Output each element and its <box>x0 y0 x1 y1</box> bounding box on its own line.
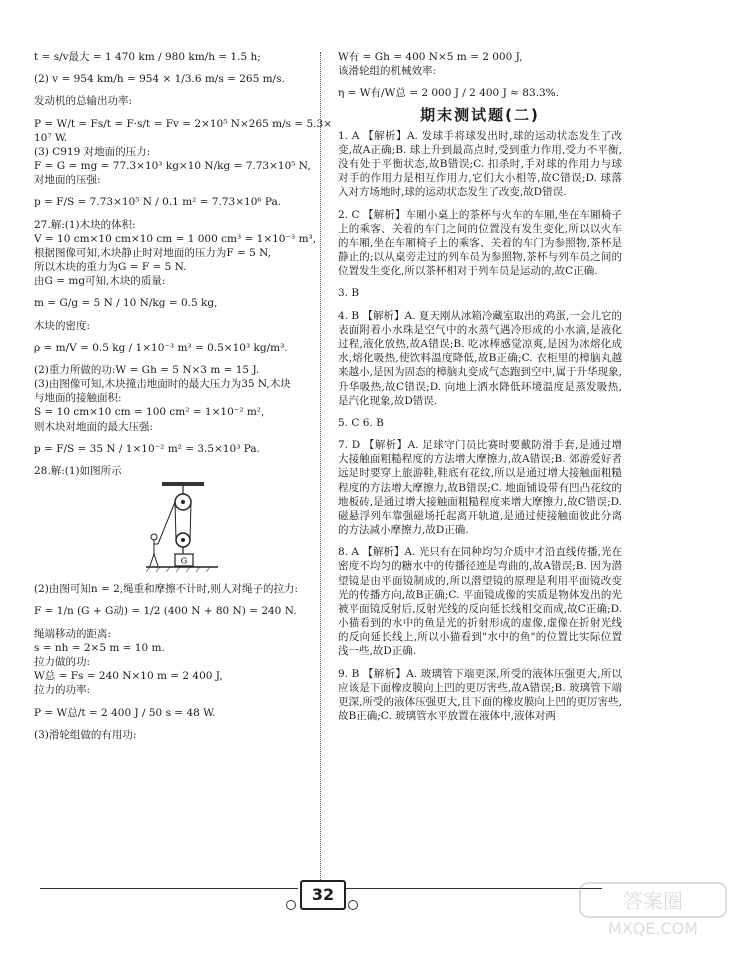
answer-item-8: 8. A 【解析】A. 光只有在同种均匀介质中才沿直线传播,光在密度不均匀的糖水中的传播径迹是弯曲的,故A错误;B. 因为潜望镜是由平面镜制成的,所以潜望镜的原理是利用平面镜改变光的传播方向,故B正确;C. 平面镜成像的实质是物体发出的光被平面镜反射后,反射光线的反向延长线相交而成,故C正确;D. 小猫看到的水中的鱼是光的折射形成的虚像,虚像在折射光线的反向延长线上,所以小猫看到"水中的鱼"的位置比实际位置浅一些,故D正确. <box>338 546 622 658</box>
answer-item-3: 3. B <box>338 287 360 300</box>
left-line-2: (2) v = 954 km/h = 954 × 1/3.6 m/s = 265 m/s. <box>34 73 285 86</box>
left-line-28: s = nh = 2×5 m = 10 m. <box>34 641 165 654</box>
left-line-12: 根据图像可知,木块静止时对地面的压力为F = 5 N, <box>34 246 271 259</box>
answer-item-4: 4. B 【解析】A. 夏天刚从冰箱冷藏室取出的鸡蛋,一会儿它的表面附着小水珠是空气中的水蒸气遇冷形成的小水滴,是液化过程,液化放热,故A错误;B. 吃冰棒感觉凉爽,是因为冰熔化成水,熔化吸热,使饮料温度降低,故B正确;C. 衣柜里的樟脑丸越来越小,是因为固态的樟脑丸变成气态跑到空中,属于升华现象,升华吸热,故C错误;D. 向地上洒水降低环境温度是蒸发吸热,是汽化现象,故D错误. <box>338 309 622 407</box>
svg-text:答案圈: 答案圈 <box>623 889 683 913</box>
left-line-19: (3)由图像可知,木块撞击地面时的最大压力为35 N,木块 <box>34 378 291 391</box>
right-line-3: η = W有/W总 = 2 000 J / 2 400 J ≈ 83.3%. <box>338 87 559 100</box>
rope-pull <box>158 502 175 544</box>
right-column <box>338 50 622 723</box>
column-divider <box>320 52 321 880</box>
left-line-25: (2)由图可知n = 2,绳重和摩擦不计时,则人对绳子的拉力: <box>34 583 299 596</box>
right-line-1: W有 = Gh = 400 N×5 m = 2 000 J, <box>338 51 523 63</box>
left-line-20: 与地面的接触面积: <box>34 392 122 405</box>
footer-dot-left <box>286 900 296 910</box>
left-line-3: 发动机的总输出功率: <box>34 95 133 108</box>
left-line-6: (3) C919 对地面的压力: <box>34 145 151 158</box>
left-line-18: (2)重力所做的功:W = Gh = 5 N×3 m = 15 J. <box>34 363 260 376</box>
left-line-9: p = F/S = 7.73×10⁵ N / 0.1 m² = 7.73×10⁶ Pa. <box>34 196 282 209</box>
answer-item-7: 7. D 【解析】A. 足球守门员比赛时要戴防滑手套,是通过增大接触面粗糙程度的方法增大摩擦力,故A错误;B. 郊游爱好者远足时要穿上旅游鞋,鞋底有花纹,所以是通过增大接触面粗糙程度的方法增大摩擦力,故B错误;C. 地面铺设带有凹凸花纹的地板砖,是通过增大接触面粗糙程度来增大摩擦力,故C错误;D. 磁悬浮列车靠强磁场托起离开轨道,是通过使接触面彼此分离的方法减小摩擦力,故D正确. <box>338 439 622 537</box>
answer-item-5: 5. C 6. B <box>338 416 384 429</box>
left-line-7: F = G = mg = 77.3×10³ kg×10 N/kg = 7.73×10⁵ N, <box>34 160 311 173</box>
svg-text:MXQE.COM: MXQE.COM <box>607 919 699 938</box>
footer-line-left <box>40 888 298 889</box>
left-line-26: F = 1/n (G + G动) = 1/2 (400 N + 80 N) = 240 N. <box>34 605 297 618</box>
answer-item-9: 9. B 【解析】A. 玻璃管下端更深,所受的液体压强更大,所以应该是下面橡皮膜向上凹的更厉害些,故A错误;B. 玻璃管下端更深,所受的液体压强更大,且下面的橡皮膜向上凹的更厉害些,故B正确;C. 玻璃管水平放置在液体中,液体对两 <box>338 667 622 723</box>
left-line-29: 拉力做的功: <box>34 655 91 668</box>
left-line-32: P = W总/t = 2 400 J / 50 s = 48 W. <box>34 706 216 719</box>
left-line-4: P = W/t = Fs/t = F·s/t = Fv = 2×10⁵ N×265 m/s = 5.3× <box>34 117 332 130</box>
left-line-16: 木块的密度: <box>34 319 91 332</box>
left-line-10: 27.解:(1)木块的体积: <box>34 218 136 231</box>
left-line-14: 由G = mg可知,木块的质量: <box>34 275 166 288</box>
page-number: 32 <box>300 880 346 910</box>
left-line-31: 拉力的功率: <box>34 684 91 697</box>
weight-label: G <box>180 556 188 566</box>
right-line-2: 该滑轮组的机械效率: <box>338 65 437 78</box>
person-head <box>151 534 157 540</box>
left-line-23: p = F/S = 35 N / 1×10⁻² m² = 3.5×10³ Pa. <box>34 442 260 455</box>
left-line-15: m = G/g = 5 N / 10 N/kg = 0.5 kg, <box>34 297 218 310</box>
left-line-5: 10⁷ W. <box>34 131 68 144</box>
rope-left <box>175 502 176 540</box>
section-title: 期末测试题(二) <box>420 105 540 124</box>
left-line-27: 绳端移动的距离: <box>34 627 112 640</box>
footer-dot-right <box>348 900 358 910</box>
left-column <box>34 50 332 742</box>
watermark-icon <box>578 879 728 939</box>
left-line-22: 则木块对地面的最大压强: <box>34 420 154 433</box>
footer-line-right <box>344 888 602 889</box>
left-line-30: W总 = Fs = 240 N×10 m = 2 400 J, <box>34 670 223 683</box>
left-line-13: 所以木块的重力为G = F = 5 N. <box>34 261 187 274</box>
left-line-21: S = 10 cm×10 cm = 100 cm² = 1×10⁻² m², <box>34 406 265 419</box>
left-line-33: (3)滑轮组做的有用功: <box>34 728 137 741</box>
answer-item-2: 2. C 【解析】车厢小桌上的茶杯与火车的车厢,坐在车厢椅子上的乘客、关着的车门之间的位置没有发生变化,所以以火车的车厢,坐在车厢椅子上的乘客、关着的车门为参照物,茶杯是静止的;以从桌旁走过的列车员为参照物,茶杯与列车员之间的位置发生变化,所以茶杯相对于列车员是运动的,故C正确. <box>338 208 622 278</box>
rope-right <box>190 502 191 540</box>
left-line-1: t = s/v最大 = 1 470 km / 980 km/h = 1.5 h; <box>34 51 261 63</box>
answer-item-1: 1. A 【解析】A. 发球手将球发出时,球的运动状态发生了改变,故A正确;B. 球上升到最高点时,受到重力作用,受力不平衡,没有处于平衡状态,故B错误;C. 扣杀时,手对球的作用力与球对手的作用力是相互作用力,它们大小相等,故C错误;D. 球落入对方场地时,球的运动状态发生了改变,故D错误. <box>338 129 622 199</box>
ceiling-support <box>162 482 204 486</box>
watermark-logo <box>578 879 728 939</box>
pulley-system-diagram <box>146 482 218 574</box>
left-line-24: 28.解:(1)如图所示 <box>34 464 122 477</box>
left-line-17: ρ = m/V = 0.5 kg / 1×10⁻³ m³ = 0.5×10³ kg/m³. <box>34 341 288 354</box>
left-line-11: V = 10 cm×10 cm×10 cm = 1 000 cm³ = 1×10⁻³ m³, <box>34 232 317 245</box>
left-line-8: 对地面的压强: <box>34 174 101 187</box>
